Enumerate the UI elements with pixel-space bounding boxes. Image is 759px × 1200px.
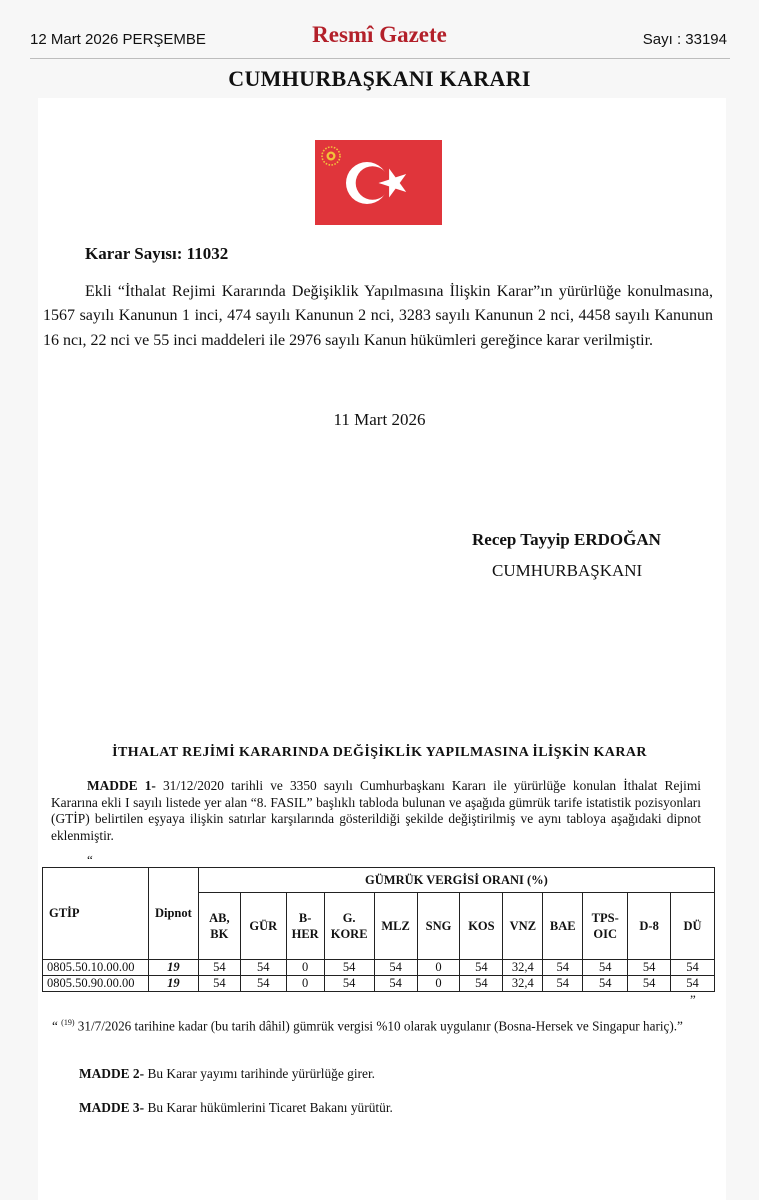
- signatory-title: CUMHURBAŞKANI: [492, 561, 643, 580]
- duty-rate-cell: 0: [286, 960, 324, 976]
- duty-rate-cell: 0: [417, 976, 460, 992]
- duty-column-header-part: BK: [210, 927, 229, 941]
- signatory-name: Recep Tayyip ERDOĞAN: [472, 530, 661, 549]
- gtip-header: GTİP: [43, 868, 149, 960]
- duty-rate-cell: 54: [240, 960, 286, 976]
- duty-column-header: [503, 893, 543, 960]
- article-1: [51, 778, 701, 844]
- footnote-marker: (19): [61, 1018, 75, 1027]
- presidential-emblem-icon: [320, 145, 342, 167]
- article-2-text: Bu Karar yayımı tarihinde yürürlüğe girer.: [144, 1066, 376, 1081]
- duty-column-header-part: HER: [291, 927, 319, 941]
- duty-rate-cell: 54: [583, 976, 628, 992]
- duty-column-header: [374, 893, 417, 960]
- duty-column-header-part: AB,: [209, 911, 230, 925]
- decision-number: Karar Sayısı: 11032: [85, 244, 229, 263]
- duty-column-header-part: BAE: [549, 919, 576, 933]
- duty-rate-cell: 54: [324, 960, 374, 976]
- article-2: [79, 1066, 375, 1082]
- annex-title: İTHALAT REJİMİ KARARINDA DEĞİŞİKLİK YAPILMASINA İLİŞKİN KARAR: [112, 745, 647, 760]
- duty-rate-cell: 54: [374, 976, 417, 992]
- tariff-table: [42, 867, 715, 992]
- gtip-code: 0805.50.90.00.00: [43, 976, 149, 992]
- duty-column-header-part: KORE: [330, 927, 368, 941]
- table-row: [43, 960, 715, 976]
- duty-rate-cell: 54: [240, 976, 286, 992]
- header-date: 12 Mart 2026 PERŞEMBE: [30, 31, 206, 48]
- table-row: [43, 976, 715, 992]
- article-3: [79, 1100, 393, 1116]
- duty-rate-cell: 54: [460, 960, 503, 976]
- table-close-quote: ”: [690, 992, 696, 1007]
- decision-paragraph: Ekli “İthalat Rejimi Kararında Değişiklik Yapılmasına İlişkin Karar”ın yürürlüğe konulmasına, 1567 sayılı Kanunun 1 inci, 474 sayılı Kanunun 2 nci, 3283 sayılı Kanunun 2 nci, 4458 sayılı Kanunun 16 ncı, 22 nci ve 55 inci maddeleri ile 2976 sayılı Kanun hükümleri gereğince karar verilmiştir.: [43, 283, 713, 349]
- duty-rate-cell: 54: [628, 976, 671, 992]
- article-1-text: 31/12/2020 tarihli ve 3350 sayılı Cumhurbaşkanı Kararı ile yürürlüğe konulan İthalat Rejimi Kararına ekli I sayılı listede yer alan “8. FASIL” başlıklı tabloda bulunan ve aşağıda gümrük tarife istatistik pozisyonları (GTİP) belirtilen eşyaya ilişkin satırlar karşılarında gösterildiği şekilde değiştirilmiş ve aynı tabloya aşağıdaki dipnot eklenmiştir.: [51, 778, 701, 843]
- duty-column-header: [286, 893, 324, 960]
- article-2-label: MADDE 2-: [79, 1066, 145, 1081]
- dipnot-header: Dipnot: [148, 868, 198, 960]
- duty-column-header-part: D-8: [639, 919, 659, 933]
- decision-date: 11 Mart 2026: [333, 410, 426, 429]
- duty-rate-group-header: GÜMRÜK VERGİSİ ORANI (%): [198, 868, 714, 893]
- duty-column-header-part: KOS: [468, 919, 495, 933]
- article-3-label: MADDE 3-: [79, 1100, 145, 1115]
- duty-column-header: [324, 893, 374, 960]
- footnote: [52, 1014, 707, 1034]
- duty-column-header-part: MLZ: [381, 919, 410, 933]
- duty-column-header: [417, 893, 460, 960]
- article-1-label: MADDE 1-: [87, 778, 156, 793]
- table-open-quote: “: [87, 852, 93, 867]
- duty-rate-cell: 54: [324, 976, 374, 992]
- duty-rate-cell: 54: [671, 960, 715, 976]
- duty-rate-cell: 54: [460, 976, 503, 992]
- gazette-title: Resmî Gazete: [312, 22, 447, 47]
- duty-column-header-part: SNG: [425, 919, 452, 933]
- duty-column-header: [543, 893, 583, 960]
- duty-rate-cell: 0: [286, 976, 324, 992]
- duty-column-header-part: TPS-: [591, 911, 619, 925]
- duty-rate-cell: 54: [583, 960, 628, 976]
- duty-rate-cell: 54: [198, 976, 240, 992]
- duty-column-header: [198, 893, 240, 960]
- gtip-code: 0805.50.10.00.00: [43, 960, 149, 976]
- duty-column-header-part: OIC: [593, 927, 618, 941]
- footnote-text: 31/7/2026 tarihine kadar (bu tarih dâhil) gümrük vergisi %10 olarak uygulanır (Bosna-Hersek ve Singapur hariç).”: [74, 1018, 683, 1034]
- duty-column-header: [240, 893, 286, 960]
- footnote-open-quote: “: [52, 1018, 58, 1034]
- duty-rate-cell: 32,4: [503, 960, 543, 976]
- dipnot-value: 19: [148, 976, 198, 992]
- dipnot-value: 19: [148, 960, 198, 976]
- document-title: CUMHURBAŞKANI KARARI: [228, 66, 531, 91]
- duty-column-header: [671, 893, 715, 960]
- duty-rate-cell: 54: [543, 976, 583, 992]
- duty-rate-cell: 0: [417, 960, 460, 976]
- duty-rate-cell: 54: [671, 976, 715, 992]
- duty-column-header-part: B-: [298, 911, 312, 925]
- duty-column-header: [628, 893, 671, 960]
- duty-column-header: [583, 893, 628, 960]
- duty-column-header-part: GÜR: [249, 919, 278, 933]
- article-3-text: Bu Karar hükümlerini Ticaret Bakanı yürütür.: [144, 1100, 393, 1115]
- duty-rate-cell: 54: [198, 960, 240, 976]
- duty-rate-cell: 54: [628, 960, 671, 976]
- issue-number: Sayı : 33194: [642, 31, 727, 48]
- duty-rate-cell: 54: [543, 960, 583, 976]
- duty-rate-cell: 54: [374, 960, 417, 976]
- duty-column-header-part: G.: [342, 911, 356, 925]
- header-divider: [30, 58, 730, 59]
- duty-column-header-part: VNZ: [509, 919, 537, 933]
- duty-column-header-part: DÜ: [683, 919, 702, 933]
- duty-rate-cell: 32,4: [503, 976, 543, 992]
- duty-column-header: [460, 893, 503, 960]
